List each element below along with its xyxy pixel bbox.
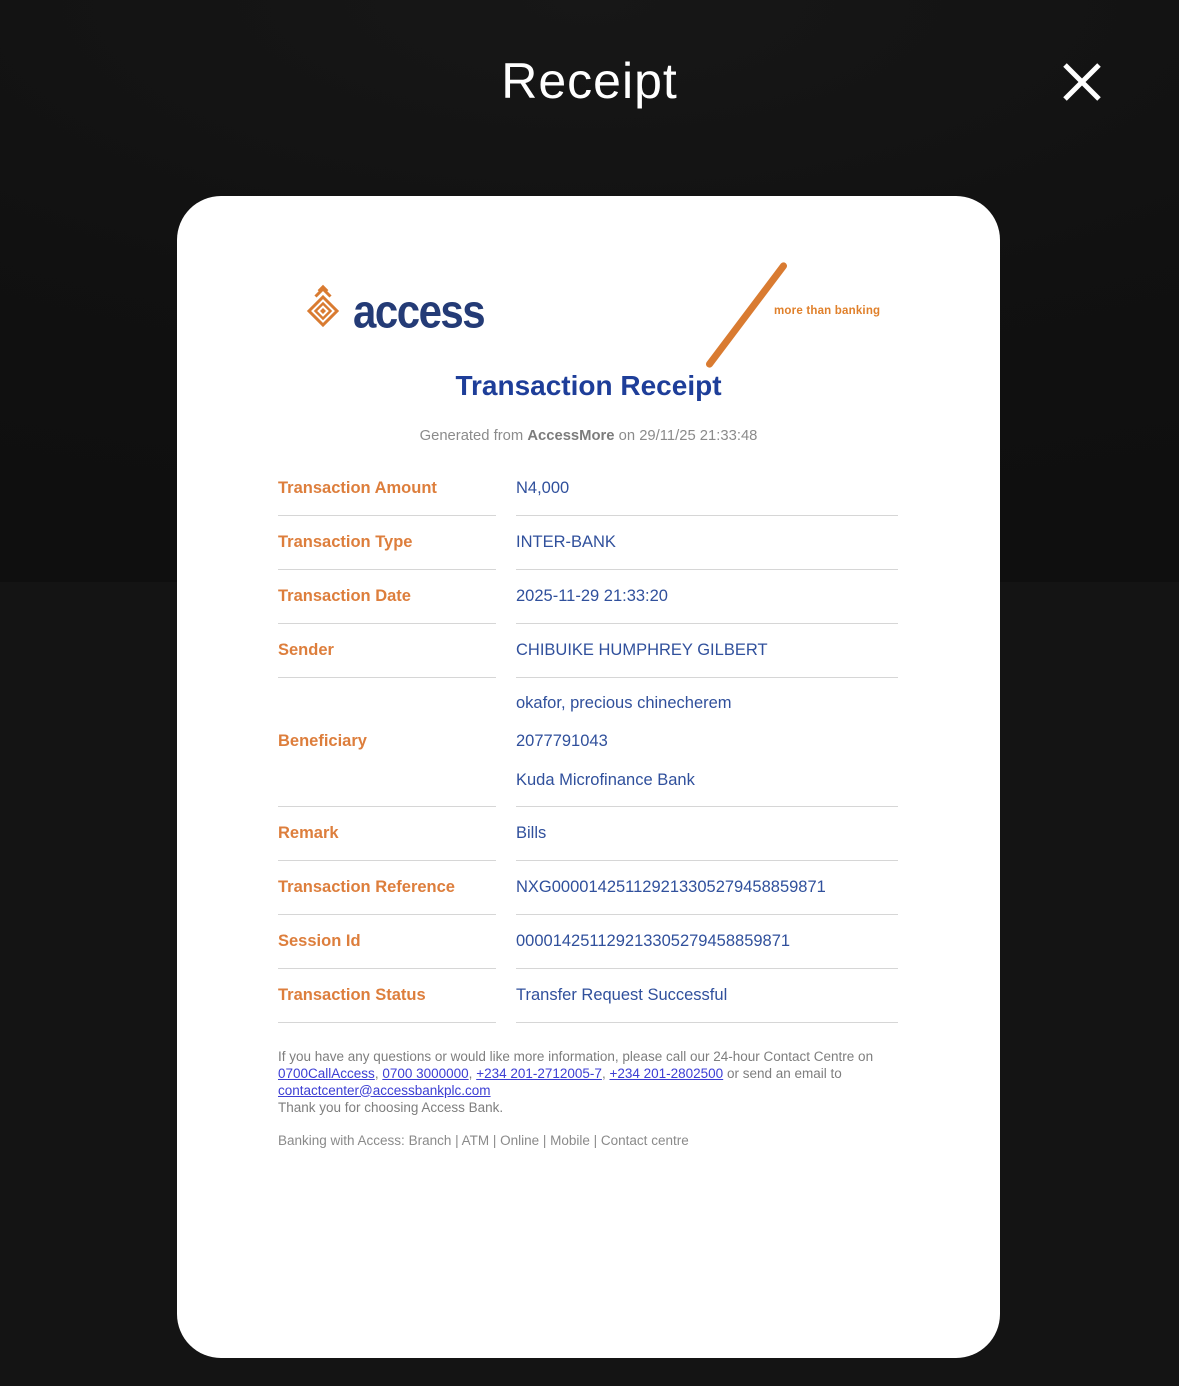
row-label: Transaction Amount [278,462,496,516]
beneficiary-name: okafor, precious chinecherem [516,693,732,712]
brand-tagline: more than banking [774,305,881,317]
phone-link-0700-3000000[interactable]: 0700 3000000 [382,1065,469,1081]
close-icon [1058,58,1106,109]
row-value: 2025-11-29 21:33:20 [516,570,898,624]
row-value: NXG000014251129213305279458859871 [516,861,898,915]
beneficiary-bank: Kuda Microfinance Bank [516,770,695,789]
thanks-line: Thank you for choosing Access Bank. [278,1099,504,1115]
support-text: If you have any questions or would like more information, please call our 24-hour Contact Centre on 0700CallAccess, 0700 3000000, +234 201-2712005-7, +234 201-2802500 or send an email to contactcenter@accessbankplc.com Thank you for choosing Access Bank. [278,1048,874,1115]
receipt-card [177,196,1000,1358]
row-value: N4,000 [516,462,898,516]
generated-line: Generated from AccessMore on 29/11/25 21:33:48 [419,428,758,444]
row-label: Transaction Status [278,969,496,1023]
access-wordmark: access [353,284,485,338]
row-label: Transaction Reference [278,861,496,915]
row-label: Transaction Date [278,570,496,624]
receipt-table [278,462,898,1023]
email-link[interactable]: contactcenter@accessbankplc.com [278,1082,491,1098]
status-value: Transfer Request Successful [516,969,898,1023]
access-bank-logo [303,282,484,341]
phone-link-2712005[interactable]: +234 201-2712005-7 [476,1065,602,1081]
phone-link-2802500[interactable]: +234 201-2802500 [609,1065,724,1081]
row-value: INTER-BANK [516,516,898,570]
access-diamond-icon [303,282,343,341]
phone-link-0700callaccess[interactable]: 0700CallAccess [278,1065,375,1081]
row-label: Transaction Type [278,516,496,570]
close-button[interactable] [1055,56,1109,110]
app-name: AccessMore [527,428,615,444]
beneficiary-account-number: 2077791043 [516,732,608,750]
row-value [516,678,898,807]
row-value: 000014251129213305279458859871 [516,915,898,969]
receipt-title: Transaction Receipt [455,370,722,401]
row-label: Beneficiary [278,678,496,807]
row-label: Sender [278,624,496,678]
row-label: Session Id [278,915,496,969]
row-value: Bills [516,807,898,861]
banking-channels-line: Banking with Access: Branch | ATM | Online | Mobile | Contact centre [278,1133,689,1148]
row-label: Remark [278,807,496,861]
page-title: Receipt [501,53,678,109]
row-value: CHIBUIKE HUMPHREY GILBERT [516,624,898,678]
